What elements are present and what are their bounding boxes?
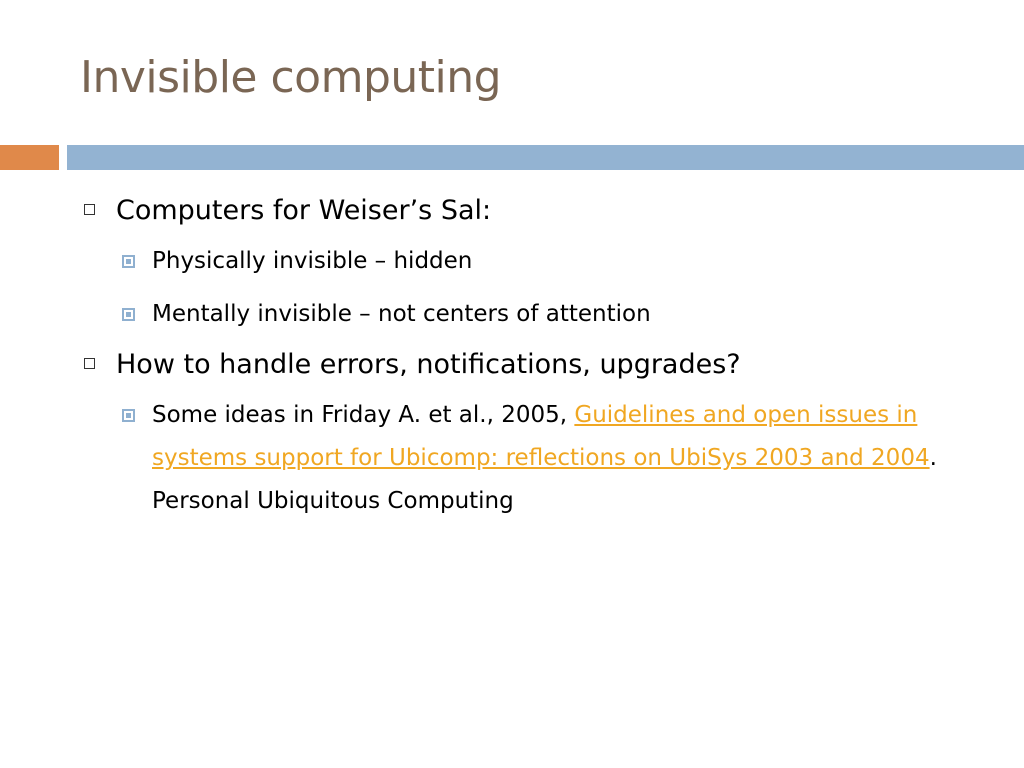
bullet-text-after-link: . Personal Ubiquitous Computing bbox=[152, 445, 937, 514]
slide-title: Invisible computing bbox=[80, 52, 502, 103]
bullet-text-before-link: Some ideas in Friday A. et al., 2005, bbox=[152, 402, 575, 428]
square-bullet-icon bbox=[122, 308, 135, 321]
accent-bar-blue bbox=[67, 145, 1024, 170]
hollow-square-bullet-icon bbox=[84, 204, 95, 215]
hollow-square-bullet-icon bbox=[84, 358, 95, 369]
bullet-level2 bbox=[116, 394, 960, 523]
bullet-text: Mentally invisible – not centers of attention bbox=[152, 301, 651, 327]
bullet-level1 bbox=[80, 192, 960, 230]
square-bullet-icon bbox=[122, 255, 135, 268]
square-bullet-icon bbox=[122, 409, 135, 422]
reference-link[interactable]: Guidelines and open issues in systems support for Ubicomp: reflections on UbiSys 2003 and 2004 bbox=[152, 402, 930, 471]
slide-content bbox=[80, 192, 960, 533]
accent-bar-orange bbox=[0, 145, 59, 170]
bullet-level2 bbox=[116, 240, 960, 283]
bullet-text: Physically invisible – hidden bbox=[152, 248, 473, 274]
bullet-level1 bbox=[80, 346, 960, 384]
bullet-text: How to handle errors, notifications, upgrades? bbox=[116, 349, 741, 380]
bullet-level2 bbox=[116, 293, 960, 336]
bullet-text: Computers for Weiser’s Sal: bbox=[116, 195, 492, 226]
